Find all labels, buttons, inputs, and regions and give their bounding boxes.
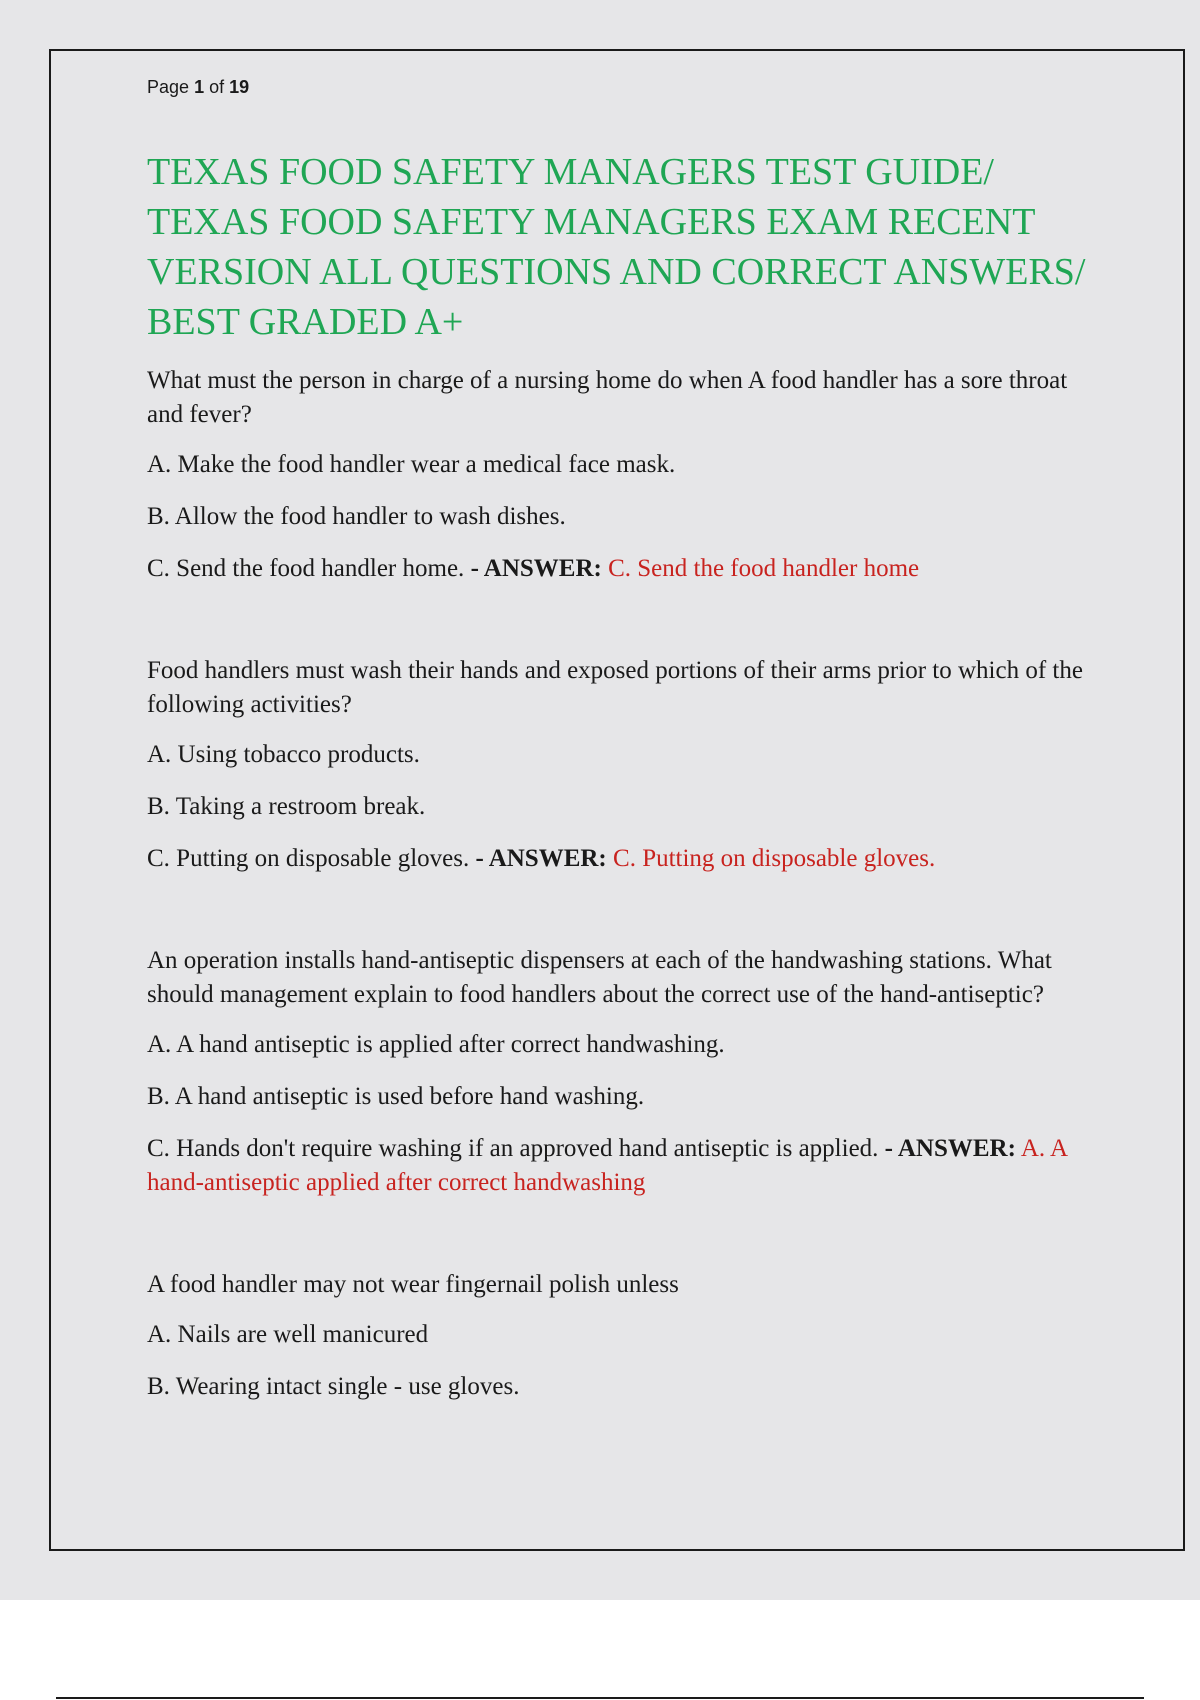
footer-divider [56, 1697, 1144, 1699]
question-text: An operation installs hand-antiseptic dispensers at each of the handwashing stations. What should management explain to food handlers about the correct use of the hand-antiseptic? [147, 947, 1052, 1008]
answer-text: A. A hand-antiseptic applied after correct handwashing [147, 1135, 1067, 1196]
question-text: What must the person in charge of a nursing home do when A food handler has a sore throat and fever? [147, 367, 1068, 428]
option-c-with-answer [147, 552, 1107, 586]
option-c-with-answer [147, 842, 1107, 876]
question-block [147, 944, 1107, 1200]
option-a: A. Make the food handler wear a medical face mask. [147, 451, 676, 478]
option-a: A. Using tobacco products. [147, 741, 420, 768]
document-title: TEXAS FOOD SAFETY MANAGERS TEST GUIDE/ TEXAS FOOD SAFETY MANAGERS EXAM RECENT VERSION ALL QUESTIONS AND CORRECT ANSWERS/ BEST GRADED A+ [147, 151, 1086, 343]
question-text: Food handlers must wash their hands and exposed portions of their arms prior to which of the following activities? [147, 657, 1083, 718]
document-page [49, 49, 1185, 1551]
page-number-total: 19 [229, 77, 250, 97]
answer-separator: - [878, 1135, 898, 1162]
option-a: A. A hand antiseptic is applied after correct handwashing. [147, 1031, 725, 1058]
question-block [147, 654, 1107, 876]
answer-label: ANSWER: [897, 1135, 1016, 1162]
answer-text: C. Send the food handler home [608, 555, 920, 582]
page-number-prefix: Page [147, 77, 190, 97]
answer-separator: - [469, 845, 489, 872]
question-list [147, 364, 1107, 1404]
option-c-with-answer [147, 1132, 1107, 1200]
page-number [147, 77, 249, 98]
option-c: C. Putting on disposable gloves. [147, 845, 470, 872]
option-a: A. Nails are well manicured [147, 1321, 429, 1348]
question-block [147, 364, 1107, 586]
page-number-current: 1 [194, 77, 205, 97]
option-b: B. Wearing intact single - use gloves. [147, 1373, 520, 1400]
option-b: B. A hand antiseptic is used before hand washing. [147, 1083, 645, 1110]
option-b: B. Allow the food handler to wash dishes. [147, 503, 566, 530]
answer-text: C. Putting on disposable gloves. [613, 845, 936, 872]
option-c: C. Send the food handler home. [147, 555, 465, 582]
question-block [147, 1268, 1107, 1404]
answer-separator: - [464, 555, 484, 582]
question-text: A food handler may not wear fingernail polish unless [147, 1271, 679, 1298]
option-b: B. Taking a restroom break. [147, 793, 426, 820]
page-number-of: of [209, 77, 225, 97]
answer-label: ANSWER: [488, 845, 607, 872]
answer-label: ANSWER: [483, 555, 602, 582]
option-c: C. Hands don't require washing if an approved hand antiseptic is applied. [147, 1135, 879, 1162]
